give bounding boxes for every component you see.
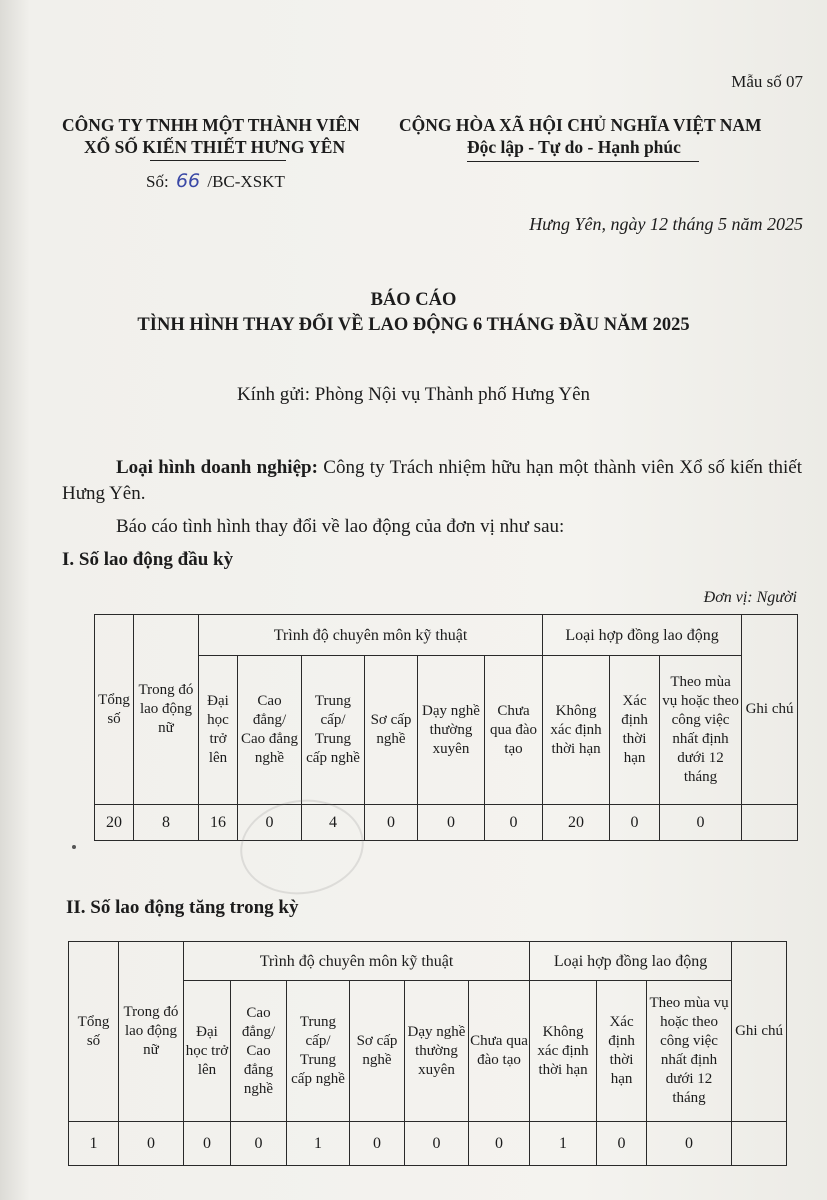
header-cao-dang: Cao đẳng/ Cao đẳng nghề	[231, 981, 287, 1122]
enterprise-type-paragraph	[62, 455, 802, 507]
org-name-line2: XỔ SỐ KIẾN THIẾT HƯNG YÊN	[84, 137, 346, 157]
table-cell: 0	[597, 1122, 647, 1166]
table-cell: 0	[184, 1122, 231, 1166]
table-cell: 0	[238, 805, 302, 841]
table-cell	[742, 805, 798, 841]
table-cell: 1	[69, 1122, 119, 1166]
enterprise-type-value: Công ty Trách nhiệm hữu hạn một thành viên Xổ số kiến thiết Hưng Yên.	[62, 457, 802, 504]
table-cell: 20	[543, 805, 610, 841]
header-chua-dao-tao: Chưa qua đào tạo	[485, 656, 543, 805]
section2-heading: II. Số lao động tăng trong kỳ	[66, 897, 299, 918]
header-day-nghe: Dạy nghề thường xuyên	[418, 656, 485, 805]
header-cao-dang: Cao đẳng/ Cao đẳng nghề	[238, 656, 302, 805]
national-motto: Độc lập - Tự do - Hạnh phúc	[467, 137, 681, 157]
header-trong-do-nu: Trong đó lao động nữ	[134, 615, 199, 805]
table-cell: 16	[199, 805, 238, 841]
report-title: BÁO CÁO	[370, 290, 457, 310]
table-cell: 1	[287, 1122, 350, 1166]
header-trong-do-nu: Trong đó lao động nữ	[119, 942, 184, 1122]
header-trinh-do-group: Trình độ chuyên môn kỹ thuật	[199, 615, 543, 656]
place-date: Hưng Yên, ngày 12 tháng 5 năm 2025	[529, 214, 803, 234]
org-underline	[150, 160, 286, 161]
table-cell: 0	[485, 805, 543, 841]
table-section1	[94, 614, 798, 841]
header-tong-so: Tổng số	[95, 615, 134, 805]
header-hop-dong-group: Loại hợp đồng lao động	[530, 942, 732, 981]
table-cell: 0	[647, 1122, 732, 1166]
form-number: Mẫu số 07	[731, 72, 803, 91]
unit-label: Đơn vị: Người	[703, 589, 797, 606]
header-tong-so: Tổng số	[69, 942, 119, 1122]
header-ghi-chu: Ghi chú	[732, 942, 787, 1122]
so-label: Số:	[146, 172, 169, 191]
republic-name: CỘNG HÒA XÃ HỘI CHỦ NGHĨA VIỆT NAM	[399, 115, 762, 135]
table-cell: 0	[660, 805, 742, 841]
table-section2	[68, 941, 787, 1166]
so-suffix: /BC-XSKT	[207, 172, 285, 191]
table-cell: 0	[469, 1122, 530, 1166]
enterprise-type-label: Loại hình doanh nghiệp:	[116, 457, 318, 478]
header-khong-xac-dinh: Không xác định thời hạn	[543, 656, 610, 805]
header-dai-hoc: Đại học trở lên	[199, 656, 238, 805]
ink-dot	[72, 845, 76, 849]
motto-underline	[467, 161, 699, 162]
header-ghi-chu: Ghi chú	[742, 615, 798, 805]
table-cell: 0	[365, 805, 418, 841]
header-xac-dinh: Xác định thời hạn	[597, 981, 647, 1122]
header-theo-mua: Theo mùa vụ hoặc theo công việc nhất định dưới 12 tháng	[647, 981, 732, 1122]
report-subtitle: TÌNH HÌNH THAY ĐỔI VỀ LAO ĐỘNG 6 THÁNG ĐẦU NĂM 2025	[137, 315, 690, 335]
header-hop-dong-group: Loại hợp đồng lao động	[543, 615, 742, 656]
table-cell: 0	[350, 1122, 405, 1166]
intro-paragraph: Báo cáo tình hình thay đổi về lao động của đơn vị như sau:	[116, 516, 565, 537]
table-cell: 0	[418, 805, 485, 841]
org-name-line1: CÔNG TY TNHH MỘT THÀNH VIÊN	[62, 115, 360, 135]
table-cell: 8	[134, 805, 199, 841]
table-cell	[732, 1122, 787, 1166]
recipient-line: Kính gửi: Phòng Nội vụ Thành phố Hưng Yên	[236, 384, 591, 405]
header-xac-dinh: Xác định thời hạn	[610, 656, 660, 805]
header-theo-mua: Theo mùa vụ hoặc theo công việc nhất định dưới 12 tháng	[660, 656, 742, 805]
table-cell: 20	[95, 805, 134, 841]
table-cell: 0	[610, 805, 660, 841]
header-so-cap: Sơ cấp nghề	[365, 656, 418, 805]
table-cell: 4	[302, 805, 365, 841]
table-cell: 1	[530, 1122, 597, 1166]
handwritten-number: 66	[175, 170, 201, 192]
header-khong-xac-dinh: Không xác định thời hạn	[530, 981, 597, 1122]
document-number	[146, 170, 285, 192]
header-day-nghe: Dạy nghề thường xuyên	[405, 981, 469, 1122]
section1-heading: I. Số lao động đầu kỳ	[62, 549, 234, 570]
header-trung-cap: Trung cấp/ Trung cấp nghề	[287, 981, 350, 1122]
header-so-cap: Sơ cấp nghề	[350, 981, 405, 1122]
table-cell: 0	[119, 1122, 184, 1166]
table-cell: 0	[231, 1122, 287, 1166]
header-dai-hoc: Đại học trở lên	[184, 981, 231, 1122]
table-cell: 0	[405, 1122, 469, 1166]
header-trinh-do-group: Trình độ chuyên môn kỹ thuật	[184, 942, 530, 981]
header-chua-dao-tao: Chưa qua đào tạo	[469, 981, 530, 1122]
header-trung-cap: Trung cấp/ Trung cấp nghề	[302, 656, 365, 805]
